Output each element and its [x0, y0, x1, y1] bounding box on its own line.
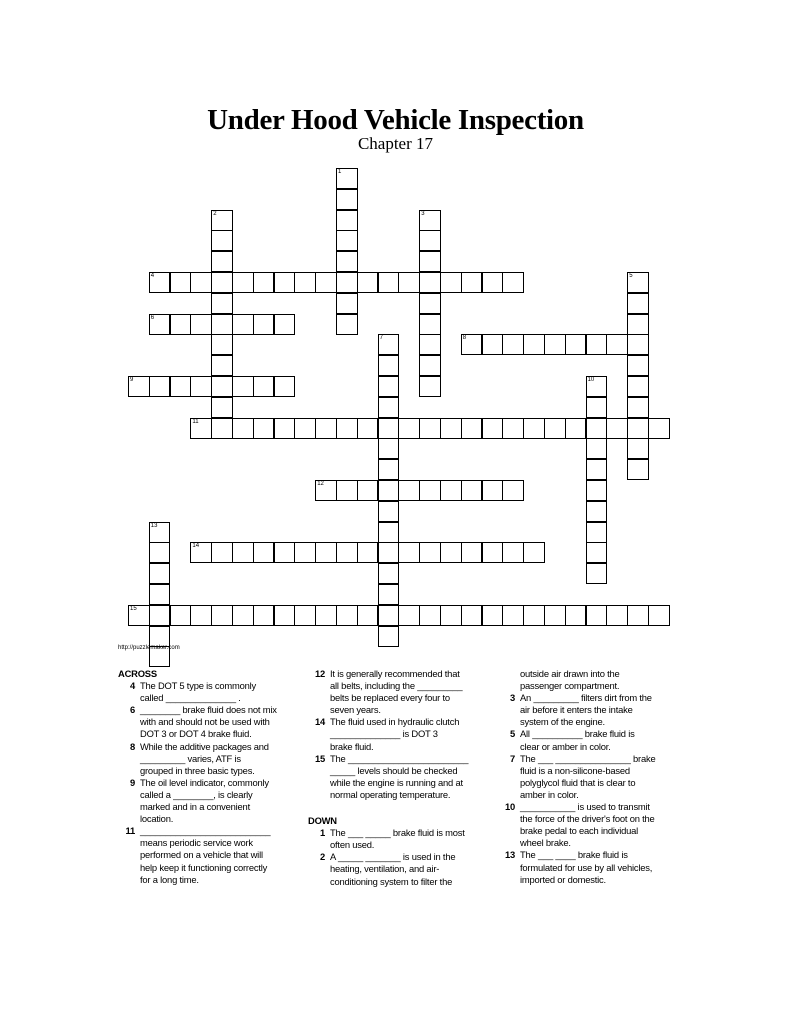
- grid-cell[interactable]: [357, 418, 379, 439]
- grid-cell[interactable]: [336, 480, 358, 501]
- grid-cell[interactable]: [211, 314, 233, 335]
- grid-cell[interactable]: [586, 542, 608, 563]
- grid-cell[interactable]: [253, 542, 275, 563]
- grid-cell[interactable]: [357, 605, 379, 626]
- clue-text-line: called ______________ .: [140, 692, 241, 704]
- clue-number: 5: [509, 728, 515, 740]
- grid-cell[interactable]: [627, 376, 649, 397]
- clue-text-line: system of the engine.: [520, 716, 605, 728]
- down-clue-5: [498, 728, 668, 752]
- grid-cell[interactable]: [419, 480, 441, 501]
- grid-cell[interactable]: [523, 418, 545, 439]
- puzzle-subtitle: Chapter 17: [357, 134, 434, 153]
- clue-number: 3: [509, 692, 515, 704]
- grid-cell[interactable]: [627, 459, 649, 480]
- grid-cell[interactable]: [170, 376, 192, 397]
- grid-cell[interactable]: [149, 542, 171, 563]
- down-clue-3: [498, 692, 668, 728]
- grid-cell[interactable]: [586, 334, 608, 355]
- clues-column-1: [118, 668, 288, 886]
- grid-cell[interactable]: [190, 605, 212, 626]
- clue-number: 14: [314, 716, 325, 728]
- grid-cell[interactable]: [378, 438, 400, 459]
- grid-cell[interactable]: [586, 563, 608, 584]
- grid-cell[interactable]: [523, 542, 545, 563]
- grid-cell[interactable]: [336, 272, 358, 293]
- down-clue-2-continued: [498, 668, 668, 692]
- clue-number-label: 12: [317, 481, 324, 487]
- clue-text-line: The ___ _______________ brake: [520, 752, 656, 764]
- grid-cell[interactable]: [378, 480, 400, 501]
- grid-cell[interactable]: [378, 501, 400, 522]
- clue-number-label: 9: [130, 377, 134, 383]
- clue-number-label: 8: [462, 335, 467, 342]
- grid-cell[interactable]: [440, 542, 462, 563]
- grid-cell[interactable]: [606, 418, 628, 439]
- grid-cell[interactable]: [336, 293, 358, 314]
- grid-cell[interactable]: [586, 605, 608, 626]
- grid-cell[interactable]: [378, 542, 400, 563]
- grid-cell[interactable]: [627, 293, 649, 314]
- grid-cell[interactable]: [253, 314, 275, 335]
- clue-text-line: outside air drawn into the: [520, 668, 620, 679]
- grid-cell[interactable]: [502, 480, 524, 501]
- clue-text-line: fluid is a non-silicone-based: [520, 764, 630, 776]
- grid-cell[interactable]: [357, 272, 379, 293]
- grid-cell[interactable]: [627, 397, 649, 418]
- clue-number-label: 7: [379, 335, 383, 342]
- grid-cell[interactable]: [211, 605, 233, 626]
- across-clue-4: [118, 680, 288, 704]
- grid-cell[interactable]: [315, 480, 337, 501]
- grid-cell[interactable]: [253, 605, 275, 626]
- grid-cell[interactable]: [378, 522, 400, 543]
- grid-cell[interactable]: [378, 563, 400, 584]
- clue-text-line: polyglycol fluid that is clear to: [520, 776, 636, 788]
- grid-cell[interactable]: [586, 522, 608, 543]
- clue-number-label: 2: [213, 210, 217, 217]
- grid-cell[interactable]: [482, 480, 504, 501]
- clue-number: 6: [129, 704, 135, 716]
- grid-cell[interactable]: [461, 272, 483, 293]
- grid-cell[interactable]: [461, 480, 483, 501]
- grid-cell[interactable]: [211, 210, 233, 231]
- clue-text-line: heating, ventilation, and air-: [330, 863, 440, 875]
- clue-number: 11: [125, 825, 135, 837]
- clue-text-line: often used.: [330, 839, 375, 851]
- across-clue-6: [118, 704, 288, 740]
- clue-text-line: _____ levels should be checked: [330, 764, 458, 776]
- clue-number: 9: [129, 776, 135, 788]
- grid-cell[interactable]: [274, 272, 296, 293]
- grid-cell[interactable]: [190, 542, 212, 563]
- clue-text-line: An _________ filters dirt from the: [520, 692, 652, 704]
- grid-cell[interactable]: [232, 605, 254, 626]
- grid-cell[interactable]: [336, 542, 358, 563]
- grid-cell[interactable]: [586, 397, 608, 418]
- across-clue-11: [118, 825, 288, 885]
- clue-text-line: conditioning system to filter the: [330, 875, 453, 887]
- grid-cell[interactable]: [149, 522, 171, 543]
- grid-cell[interactable]: [627, 438, 649, 459]
- clue-text-line: for a long time.: [140, 873, 199, 885]
- down-heading: DOWN: [308, 815, 337, 827]
- grid-cell[interactable]: [294, 272, 316, 293]
- grid-cell[interactable]: [565, 334, 587, 355]
- grid-cell[interactable]: [190, 314, 212, 335]
- clue-text-line: normal operating temperature.: [330, 788, 451, 800]
- across-heading: ACROSS: [118, 668, 157, 679]
- credit-url: http://puzzlemaker.com: [118, 645, 180, 651]
- clue-number-label: 14: [192, 543, 200, 550]
- grid-cell[interactable]: [336, 605, 358, 626]
- grid-cell[interactable]: [398, 480, 420, 501]
- grid-cell[interactable]: [419, 272, 441, 293]
- grid-cell[interactable]: [419, 418, 441, 439]
- clue-number: 2: [319, 851, 325, 863]
- clue-number: 10: [504, 801, 515, 813]
- grid-cell[interactable]: [211, 376, 233, 397]
- grid-cell[interactable]: [128, 605, 150, 626]
- grid-cell[interactable]: [149, 626, 171, 647]
- across-clue-14: [308, 716, 478, 752]
- grid-cell[interactable]: [378, 626, 400, 647]
- clue-text-line: all belts, including the _________: [330, 680, 463, 692]
- grid-cell[interactable]: [336, 314, 358, 335]
- clue-number: 13: [504, 849, 515, 861]
- grid-cell[interactable]: [627, 272, 649, 293]
- across-clues-list-continued: [308, 668, 478, 801]
- clue-text-line: passenger compartment.: [520, 680, 620, 692]
- across-clue-12: [308, 668, 478, 716]
- grid-cell[interactable]: [149, 584, 171, 605]
- clue-text-line: help keep it functioning correctly: [140, 861, 268, 873]
- across-clue-8: [118, 741, 288, 777]
- grid-cell[interactable]: [315, 542, 337, 563]
- grid-cell[interactable]: [149, 376, 171, 397]
- clue-text-line: performed on a vehicle that will: [140, 849, 263, 861]
- grid-cell[interactable]: [544, 605, 566, 626]
- clue-number-label: 3: [421, 210, 425, 217]
- grid-cell[interactable]: [482, 334, 504, 355]
- grid-cell[interactable]: [398, 418, 420, 439]
- grid-cell[interactable]: [461, 542, 483, 563]
- clue-text-line: ___________ is used to transmit: [520, 801, 650, 813]
- grid-cell[interactable]: [274, 314, 296, 335]
- grid-cell[interactable]: [211, 397, 233, 418]
- clue-text-line: marked and in a convenient: [140, 801, 250, 813]
- clue-text-line: The fluid used in hydraulic clutch: [330, 716, 460, 728]
- clue-text-line: with and should not be used with: [140, 716, 270, 728]
- down-clue-7: [498, 753, 668, 801]
- clue-text-line: DOT 3 or DOT 4 brake fluid.: [140, 728, 252, 740]
- grid-cell[interactable]: [274, 542, 296, 563]
- clue-number-label: 15: [130, 605, 137, 612]
- clue-number-label: 6: [150, 314, 155, 321]
- clue-text-line: _________ varies, ATF is: [140, 752, 241, 764]
- grid-cell[interactable]: [606, 605, 628, 626]
- down-clue-2: [308, 851, 478, 887]
- grid-cell[interactable]: [419, 293, 441, 314]
- clue-number: 15: [314, 752, 325, 764]
- grid-cell[interactable]: [398, 605, 420, 626]
- clue-number-label: 13: [150, 522, 158, 529]
- down-clue-13: [498, 849, 668, 885]
- grid-cell[interactable]: [648, 605, 670, 626]
- clue-text-line: amber in color.: [520, 788, 579, 800]
- grid-cell[interactable]: [398, 272, 420, 293]
- grid-cell[interactable]: [586, 459, 608, 480]
- grid-cell[interactable]: [586, 418, 608, 439]
- grid-cell[interactable]: [336, 230, 358, 251]
- grid-cell[interactable]: [170, 314, 192, 335]
- down-clues-list-continued: [498, 692, 668, 886]
- grid-cell[interactable]: [627, 334, 649, 355]
- grid-cell[interactable]: [565, 605, 587, 626]
- grid-cell[interactable]: [482, 272, 504, 293]
- grid-cell[interactable]: [482, 418, 504, 439]
- grid-cell[interactable]: [211, 355, 233, 376]
- grid-cell[interactable]: [211, 272, 233, 293]
- grid-cell[interactable]: [378, 584, 400, 605]
- grid-cell[interactable]: [419, 230, 441, 251]
- grid-cell[interactable]: [586, 438, 608, 459]
- grid-cell[interactable]: [627, 355, 649, 376]
- grid-cell[interactable]: [294, 605, 316, 626]
- grid-cell[interactable]: [627, 314, 649, 335]
- clue-text-line: wheel brake.: [520, 837, 571, 849]
- clue-text-line: clear or amber in color.: [520, 740, 611, 752]
- grid-cell[interactable]: [378, 272, 400, 293]
- clue-text-line: the force of the driver's foot on the: [520, 813, 655, 825]
- grid-cell[interactable]: [378, 334, 400, 355]
- grid-cell[interactable]: [274, 605, 296, 626]
- clue-text-line: It is generally recommended that: [330, 668, 460, 679]
- grid-cell[interactable]: [440, 272, 462, 293]
- grid-cell[interactable]: [544, 334, 566, 355]
- across-clue-15: [308, 753, 478, 801]
- clues-column-2: [308, 668, 478, 888]
- grid-cell[interactable]: [190, 418, 212, 439]
- clue-number-label: 1: [338, 169, 342, 175]
- grid-cell[interactable]: [336, 418, 358, 439]
- clue-text-line: __________________________: [140, 825, 271, 837]
- grid-cell[interactable]: [190, 272, 212, 293]
- clue-number: 7: [509, 752, 515, 764]
- grid-cell[interactable]: [149, 563, 171, 584]
- clue-text-line: grouped in three basic types.: [140, 764, 255, 776]
- grid-cell[interactable]: [419, 210, 441, 231]
- grid-cell[interactable]: [606, 334, 628, 355]
- grid-cell[interactable]: [357, 480, 379, 501]
- across-clue-9: [118, 777, 288, 825]
- clue-text-line: A _____ _______ is used in the: [330, 851, 456, 863]
- grid-cell[interactable]: [294, 542, 316, 563]
- grid-cell[interactable]: [502, 542, 524, 563]
- clue-number-label: 10: [587, 377, 595, 383]
- grid-cell[interactable]: [627, 605, 649, 626]
- grid-cell[interactable]: [378, 418, 400, 439]
- grid-cell[interactable]: [336, 168, 358, 189]
- grid-cell[interactable]: [586, 501, 608, 522]
- grid-cell[interactable]: [565, 418, 587, 439]
- grid-cell[interactable]: [419, 542, 441, 563]
- grid-cell[interactable]: [378, 376, 400, 397]
- clue-text-line: ______________ is DOT 3: [330, 728, 438, 740]
- grid-cell[interactable]: [502, 272, 524, 293]
- clue-text-line: formulated for use by all vehicles,: [520, 861, 653, 873]
- clue-text-line: belts be replaced every four to: [330, 692, 450, 704]
- grid-cell[interactable]: [274, 376, 296, 397]
- grid-cell[interactable]: [419, 314, 441, 335]
- grid-cell[interactable]: [419, 251, 441, 272]
- grid-cell[interactable]: [461, 418, 483, 439]
- grid-cell[interactable]: [149, 272, 171, 293]
- clue-number: 12: [314, 668, 325, 679]
- clue-text-line: air before it enters the intake: [520, 704, 633, 716]
- clue-text-line: brake fluid.: [330, 740, 374, 752]
- down-clue-10: [498, 801, 668, 849]
- grid-cell[interactable]: [586, 480, 608, 501]
- grid-cell[interactable]: [149, 605, 171, 626]
- grid-cell[interactable]: [315, 272, 337, 293]
- clue-text-line: While the additive packages and: [140, 740, 269, 752]
- clues-column-3: [498, 668, 668, 886]
- grid-cell[interactable]: [440, 605, 462, 626]
- grid-cell[interactable]: [523, 605, 545, 626]
- down-clue-1: [308, 827, 478, 851]
- clue-number-label: 5: [629, 273, 633, 279]
- grid-cell[interactable]: [232, 418, 254, 439]
- grid-cell[interactable]: [586, 376, 608, 397]
- grid-cell[interactable]: [253, 418, 275, 439]
- grid-cell[interactable]: [544, 418, 566, 439]
- grid-cell[interactable]: [211, 334, 233, 355]
- grid-cell[interactable]: [627, 418, 649, 439]
- grid-cell[interactable]: [378, 459, 400, 480]
- grid-cell[interactable]: [398, 542, 420, 563]
- grid-cell[interactable]: [211, 542, 233, 563]
- across-clues-list: [118, 680, 288, 886]
- clue-number-label: 11: [192, 418, 199, 425]
- grid-cell[interactable]: [211, 293, 233, 314]
- grid-cell[interactable]: [440, 480, 462, 501]
- grid-cell[interactable]: [315, 418, 337, 439]
- grid-cell[interactable]: [502, 334, 524, 355]
- grid-cell[interactable]: [294, 418, 316, 439]
- grid-cell[interactable]: [336, 210, 358, 231]
- grid-cell[interactable]: [502, 418, 524, 439]
- grid-cell[interactable]: [419, 605, 441, 626]
- clue-text-line: seven years.: [330, 704, 381, 716]
- grid-cell[interactable]: [419, 355, 441, 376]
- grid-cell[interactable]: [378, 605, 400, 626]
- grid-cell[interactable]: [170, 605, 192, 626]
- grid-cell[interactable]: [482, 605, 504, 626]
- clue-text-line: called a ________, is clearly: [140, 788, 253, 800]
- grid-cell[interactable]: [232, 272, 254, 293]
- grid-cell[interactable]: [419, 334, 441, 355]
- grid-cell[interactable]: [523, 334, 545, 355]
- clue-text-line: The ________________________: [330, 752, 469, 764]
- clue-number: 1: [319, 827, 325, 839]
- grid-cell[interactable]: [211, 251, 233, 272]
- grid-cell[interactable]: [232, 314, 254, 335]
- grid-cell[interactable]: [315, 605, 337, 626]
- clue-text-line: brake pedal to each individual: [520, 825, 639, 837]
- grid-cell[interactable]: [378, 397, 400, 418]
- grid-cell[interactable]: [211, 230, 233, 251]
- grid-cell[interactable]: [211, 418, 233, 439]
- clue-text-line: The ___ ____ brake fluid is: [520, 849, 628, 861]
- clue-number-label: 4: [150, 273, 155, 279]
- clue-text-line: location.: [140, 813, 174, 825]
- clue-number: 4: [129, 680, 135, 692]
- clue-text-line: imported or domestic.: [520, 873, 606, 885]
- grid-cell[interactable]: [149, 314, 171, 335]
- clue-text-line: The DOT 5 type is commonly: [140, 680, 257, 692]
- clue-number: 8: [129, 740, 135, 752]
- clue-text-line: ________ brake fluid does not mix: [140, 704, 277, 716]
- grid-cell[interactable]: [648, 418, 670, 439]
- grid-cell[interactable]: [461, 605, 483, 626]
- grid-cell[interactable]: [336, 251, 358, 272]
- clue-text-line: The ___ _____ brake fluid is most: [330, 827, 465, 839]
- grid-cell[interactable]: [378, 355, 400, 376]
- grid-cell[interactable]: [232, 542, 254, 563]
- grid-cell[interactable]: [440, 418, 462, 439]
- grid-cell[interactable]: [190, 376, 212, 397]
- grid-cell[interactable]: [232, 376, 254, 397]
- grid-cell[interactable]: [502, 605, 524, 626]
- clue-text-line: means periodic service work: [140, 837, 253, 849]
- grid-cell[interactable]: [461, 334, 483, 355]
- grid-cell[interactable]: [128, 376, 150, 397]
- grid-cell[interactable]: [170, 272, 192, 293]
- grid-cell[interactable]: [253, 272, 275, 293]
- clue-text-line: The oil level indicator, commonly: [140, 776, 269, 788]
- down-clue-continuation: [498, 668, 668, 692]
- puzzle-title: Under Hood Vehicle Inspection: [207, 104, 584, 136]
- grid-cell[interactable]: [357, 542, 379, 563]
- grid-cell[interactable]: [253, 376, 275, 397]
- grid-cell[interactable]: [336, 189, 358, 210]
- grid-cell[interactable]: [419, 376, 441, 397]
- grid-cell[interactable]: [482, 542, 504, 563]
- clue-text-line: All __________ brake fluid is: [520, 728, 635, 740]
- clue-text-line: while the engine is running and at: [330, 776, 463, 788]
- down-clues-list: [308, 827, 478, 887]
- grid-cell[interactable]: [274, 418, 296, 439]
